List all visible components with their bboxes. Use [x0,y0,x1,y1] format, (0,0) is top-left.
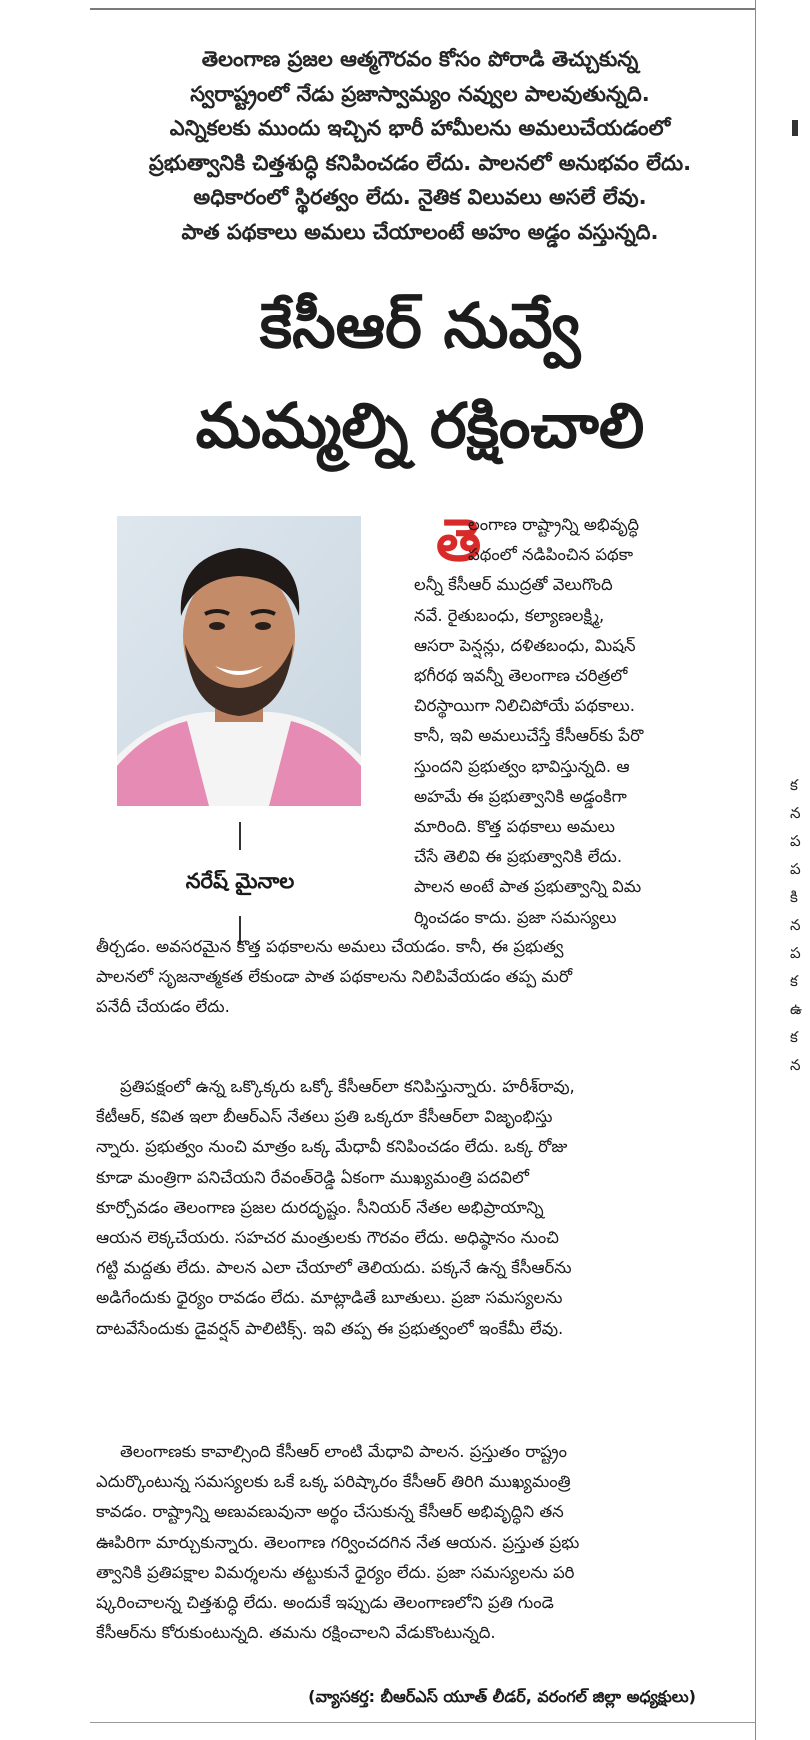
top-rule [90,8,756,10]
column-divider [755,0,756,1740]
article-line: ఊపిరిగా మార్చుకున్నారు. తెలంగాణ గర్వించదగిన నేత ఆయన. ప్రస్తుత ప్రభు [96,1532,580,1552]
article-line: పథంలో నడిపించిన పథకా [468,545,634,565]
author-portrait-illustration [117,516,361,806]
headline [95,276,745,476]
article-line: కూడా మంత్రిగా పనిచేయని రేవంత్‌రెడ్డి ఏకంగా ముఖ్యమంత్రి పదవిలో [96,1167,529,1187]
dropcap: తె [436,506,482,574]
fragment-char: ప [790,832,801,850]
author-photo [117,516,361,806]
article-line: ఎదుర్కొంటున్న సమస్యలకు ఒకే ఒక్క పరిష్కారం కేసీఆర్ తిరిగి ముఖ్యమంత్రి [96,1472,571,1492]
article-line: పాలనలో సృజనాత్మకత లేకుండా పాత పథకాలను నిలిపివేయడం తప్ప మరో [96,967,573,987]
article-line: కేటీఆర్, కవిత ఇలా బీఆర్‌ఎస్ నేతలు ప్రతి ఒక్కరూ కేసీఆర్‌లా విజృంభిస్తు [96,1107,553,1127]
edge-mark [792,120,798,136]
article-line: మారింది. కొత్త పథకాలు అమలు [414,817,615,837]
article-line: చిరస్థాయిగా నిలిచిపోయే పథకాలు. [414,696,636,716]
fragment-char: క [790,972,798,990]
fragment-char: న [790,804,801,822]
article-line: అడిగేందుకు ధైర్యం రావడం లేదు. మాట్లాడితే బూతులు. ప్రజా సమస్యలను [96,1288,563,1308]
intro-line: అధికారంలో స్థిరత్వం లేదు. నైతిక విలువలు అసలే లేవు. [193,185,647,209]
article-line: నవే. రైతుబంధు, కల్యాణలక్ష్మి, [414,605,605,625]
intro-blurb [95,42,745,249]
article-line: అహమే ఈ ప్రభుత్వానికి అడ్డంకిగా [414,786,627,806]
fragment-char: న [790,1056,801,1074]
article-line: గట్టి మద్దతు లేదు. పాలన ఎలా చేయాలో తెలియదు. పక్కనే ఉన్న కేసీఆర్‌ను [96,1258,572,1278]
paragraph-2 [96,1072,744,1344]
intro-line: స్వరాష్ట్రంలో నేడు ప్రజాస్వామ్యం నవ్వుల పాలవుతున్నది. [190,81,650,106]
intro-line: పాత పథకాలు అమలు చేయాలంటే అహం అడ్డం వస్తున్నది. [181,219,659,244]
fragment-char: క [790,1028,798,1046]
fragment-char: ఉ [790,1000,802,1018]
article-line: చేసే తెలివి ఈ ప్రభుత్వానికి లేదు. [414,847,623,867]
article-line: దాటవేసేందుకు డైవర్షన్ పాలిటిక్స్. ఇవి తప్ప ఈ ప్రభుత్వంలో ఇంకేమీ లేవు. [96,1318,564,1338]
article-line: భగీరథ ఇవన్నీ తెలంగాణ చరిత్రలో [414,666,628,686]
article-line: పనేదీ చేయడం లేదు. [96,997,230,1017]
fragment-char: కి [790,888,798,906]
article-line: ఆసరా పెన్షన్లు, దళితబంధు, మిషన్ [414,635,636,655]
fragment-char: ప [790,944,801,962]
article-line: పాలన అంటే పాత ప్రభుత్వాన్ని విమ [414,877,642,897]
article-line: ఆయన లెక్కచేయరు. సహచర మంత్రులకు గౌరవం లేదు. అధిష్ఠానం నుంచి [96,1228,559,1248]
article-line: న్నారు. ప్రభుత్వం నుంచి మాత్రం ఒక్క మేధావీ కనిపించడం లేదు. ఒక్క రోజు [96,1137,568,1157]
fragment-char: క [790,776,798,794]
article-line: తీర్చడం. అవసరమైన కొత్త పథకాలను అమలు చేయడం. కానీ, ఈ ప్రభుత్వ [96,937,564,956]
article-line: స్తుందని ప్రభుత్వం భావిస్తున్నది. ఆ [414,756,630,776]
adjacent-column-fragment [760,0,800,1740]
fragment-char: ప [790,860,801,878]
article-line: త్వానికి ప్రతిపక్షాల విమర్శలను తట్టుకునే ధైర్యం లేదు. ప్రజా సమస్యలను పరి [96,1562,575,1582]
article-line: ర్శించడం కాదు. ప్రజా సమస్యలు [414,907,617,927]
headline-line-1: కేసీఆర్ నువ్వే [259,289,581,362]
intro-line: ఎన్నికలకు ముందు ఇచ్చిన భారీ హామీలను అమలుచేయడంలో [169,116,671,140]
byline-bar-top [239,822,241,850]
article-line: కేసీఆర్‌ను కోరుకుంటున్నది. తమను రక్షించాలని వేడుకొంటున్నది. [96,1623,496,1643]
article-line: ప్రతిపక్షంలో ఉన్న ఒక్కొక్కరు ఒక్కో కేసీఆర్‌లా కనిపిస్తున్నారు. హరీశ్‌రావు, [120,1077,575,1096]
fragment-char: న [790,916,801,934]
paragraph-3 [96,1437,744,1648]
headline-line-2: మమ్మల్ని రక్షించాలి [195,389,645,462]
article-line: కూర్చోవడం తెలంగాణ ప్రజల దురదృష్టం. సీనియర్ నేతల అభిప్రాయాన్ని [96,1197,544,1217]
bottom-rule [90,1722,756,1723]
author-byline: నరేష్ మైనాల [185,869,295,893]
intro-line: తెలంగాణ ప్రజల ఆత్మగౌరవం కోసం పోరాడి తెచ్చుకున్న [201,47,639,71]
article-line: ష్కరించాలన్న చిత్తశుద్ధి లేదు. అందుకే ఇప్పుడు తెలంగాణలోని ప్రతి గుండె [96,1593,554,1613]
article-wrap-column [414,506,740,933]
intro-line: ప్రభుత్వానికి చిత్తశుద్ధి కనిపించడం లేదు. పాలనలో అనుభవం లేదు. [148,150,692,175]
article-line: లన్నీ కేసీఆర్ ముద్రతో వెలుగొంది [414,575,613,595]
article-line: కానీ, ఇవి అమలుచేస్తే కేసీఆర్‌కు పేరొ [414,726,644,746]
article-line: లంగాణ రాష్ట్రాన్ని అభివృద్ధి [468,515,639,534]
article-line: తెలంగాణకు కావాల్సింది కేసీఆర్ లాంటి మేధావి పాలన. ప్రస్తుతం రాష్ట్రం [120,1442,567,1461]
paragraph-1-continued [96,932,744,1023]
article-line: కావడం. రాష్ట్రాన్ని అణువణువునా అర్థం చేసుకున్న కేసీఆర్ అభివృద్ధిని తన [96,1502,564,1522]
author-footnote: (వ్యాసకర్త: బీఆర్‌ఎస్ యూత్ లీడర్, వరంగల్ జిల్లా అధ్యక్షులు) [308,1687,696,1706]
